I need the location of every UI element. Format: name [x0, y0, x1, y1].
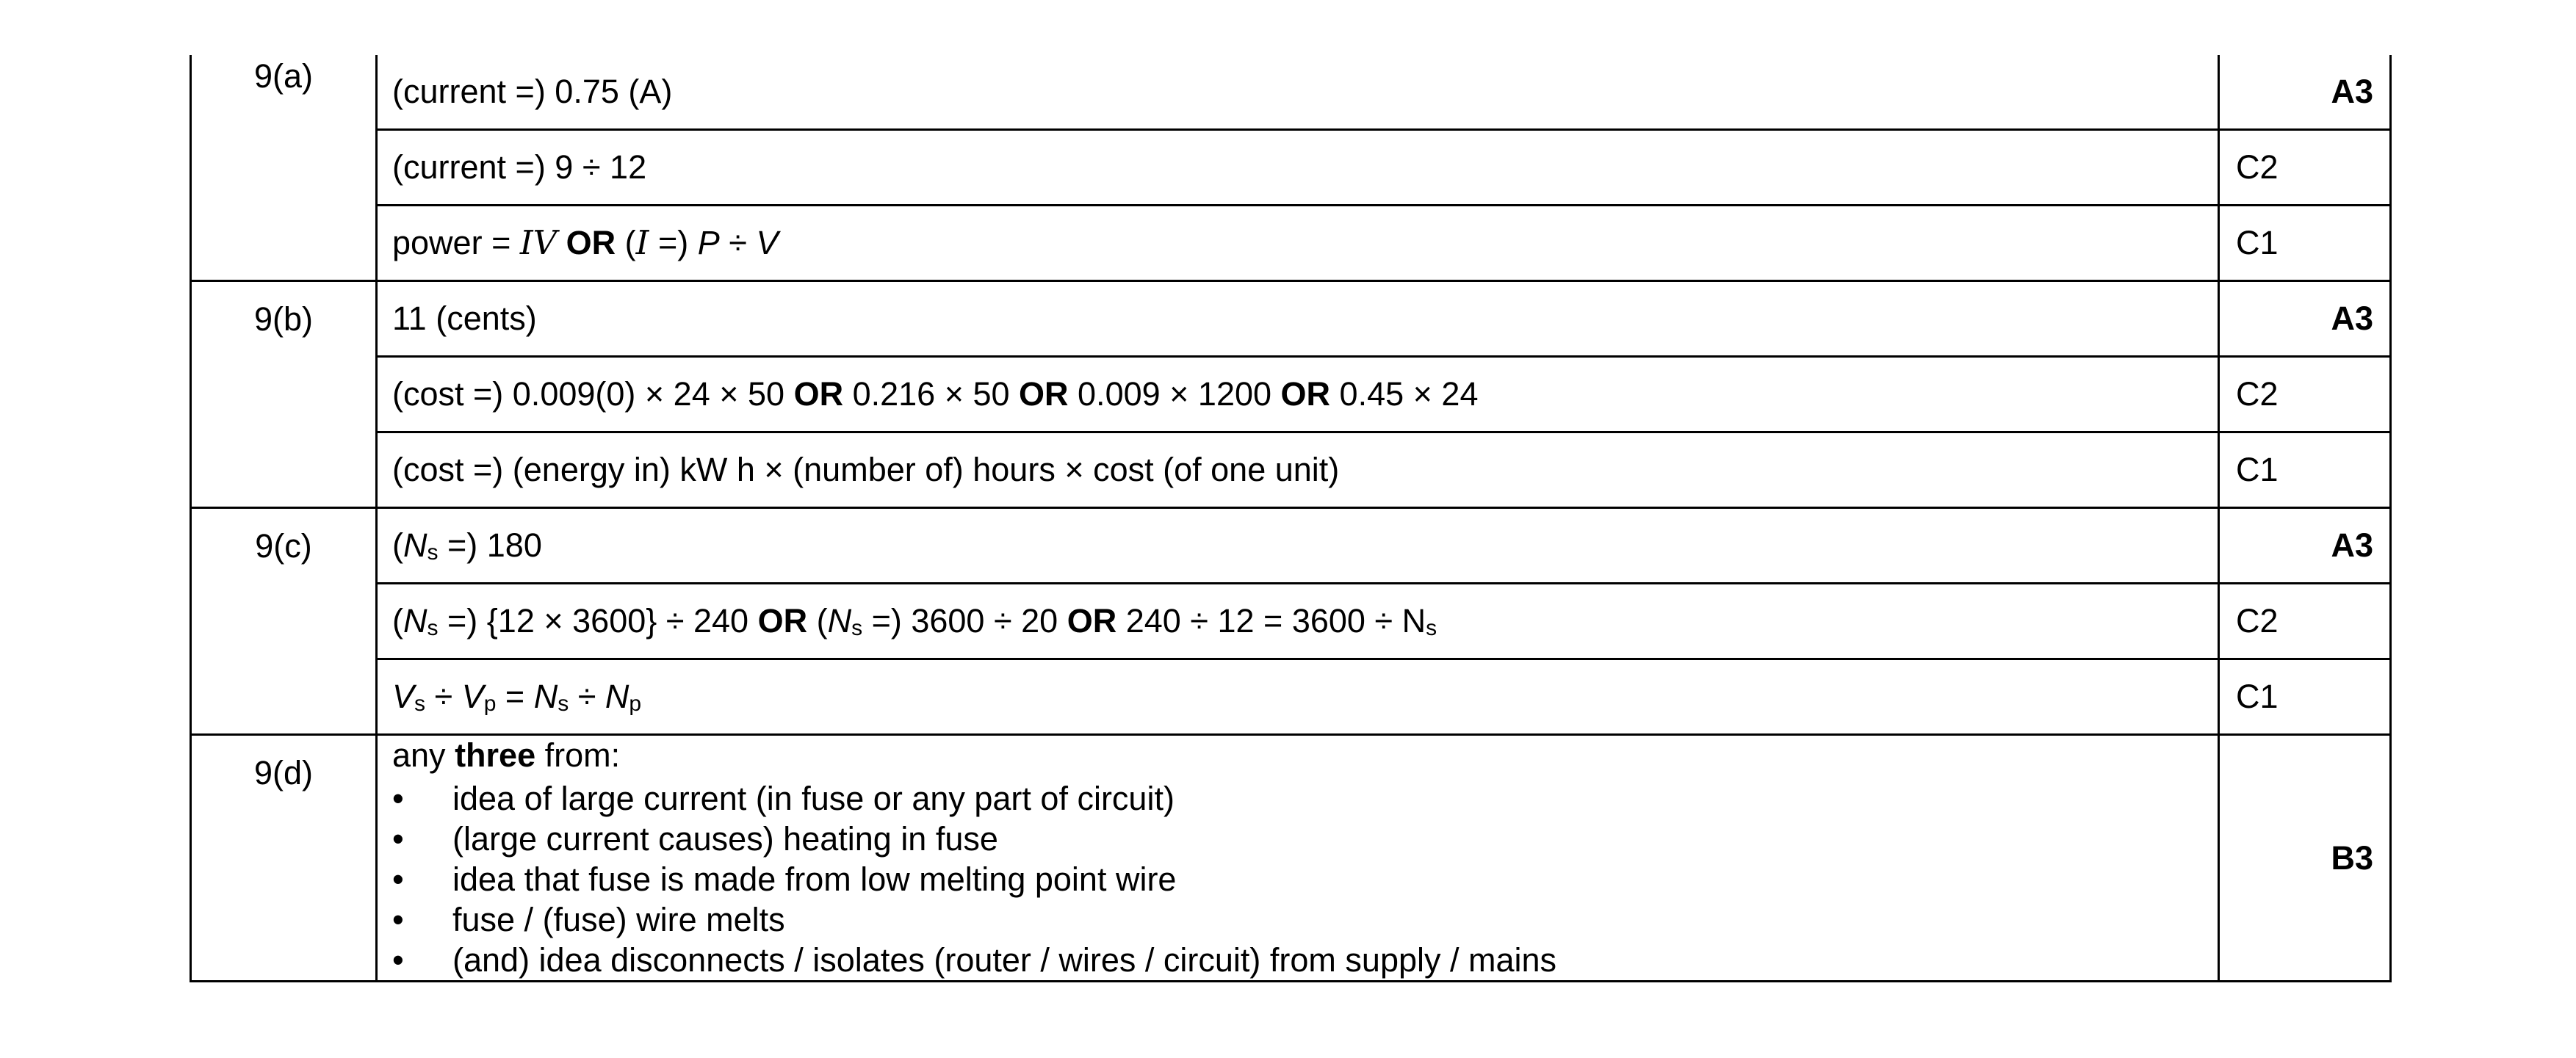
mark-cell: B3	[2219, 735, 2391, 982]
table-row	[191, 735, 2391, 982]
answer-cell: (current =) 0.75 (A)	[377, 55, 2219, 130]
mark-cell: C1	[2219, 206, 2391, 281]
answer-cell: 11 (cents)	[377, 281, 2219, 357]
table-row	[191, 508, 2391, 584]
list-item: • fuse / (fuse) wire melts	[392, 899, 2218, 940]
answer-cell: (cost =) (energy in) kW h × (number of) hours × cost (of one unit)	[377, 432, 2219, 508]
list-item: • idea of large current (in fuse or any part of circuit)	[392, 778, 2218, 819]
question-number: 9(b)	[191, 281, 377, 508]
list-item: • (and) idea disconnects / isolates (router / wires / circuit) from supply / mains	[392, 940, 2218, 980]
answer-cell: ($N_s$ =) 180	[377, 508, 2219, 584]
mark-cell: C1	[2219, 659, 2391, 735]
answer-cell: (cost =) 0.009(0) × 24 × 50 OR 0.216 × 50 OR 0.009 × 1200 OR 0.45 × 24	[377, 357, 2219, 432]
table-row	[191, 357, 2391, 432]
mark-cell: A3	[2219, 508, 2391, 584]
mark-cell: C2	[2219, 357, 2391, 432]
bullet-list	[392, 778, 2218, 980]
list-item: • idea that fuse is made from low melting point wire	[392, 859, 2218, 899]
question-number: 9(c)	[191, 508, 377, 735]
mark-scheme-table	[190, 55, 2392, 982]
mark-cell: A3	[2219, 281, 2391, 357]
answer-cell: $V_s \div V_p = N_s \div N_p$	[377, 659, 2219, 735]
answer-intro: any three from:	[392, 736, 621, 774]
answer-cell: ($N_s$ =) {12 × 3600} ÷ 240 OR ($N_s$ =) 3600 ÷ 20 OR $240 \div 12 = 3600 \div N_s$	[377, 584, 2219, 659]
question-number: 9(a)	[191, 55, 377, 281]
table-row	[191, 584, 2391, 659]
question-number: 9(d)	[191, 735, 377, 982]
table-row	[191, 55, 2391, 130]
mark-cell: C1	[2219, 432, 2391, 508]
mark-cell: A3	[2219, 55, 2391, 130]
table-row	[191, 130, 2391, 206]
mark-cell: C2	[2219, 130, 2391, 206]
mark-cell: C2	[2219, 584, 2391, 659]
answer-cell: power = IV OR (I =) P ÷ V	[377, 206, 2219, 281]
table-row	[191, 432, 2391, 508]
list-item: • (large current causes) heating in fuse	[392, 819, 2218, 859]
table-row	[191, 281, 2391, 357]
answer-cell: (current =) 9 ÷ 12	[377, 130, 2219, 206]
answer-cell	[377, 735, 2219, 982]
table-row	[191, 659, 2391, 735]
table-row	[191, 206, 2391, 281]
